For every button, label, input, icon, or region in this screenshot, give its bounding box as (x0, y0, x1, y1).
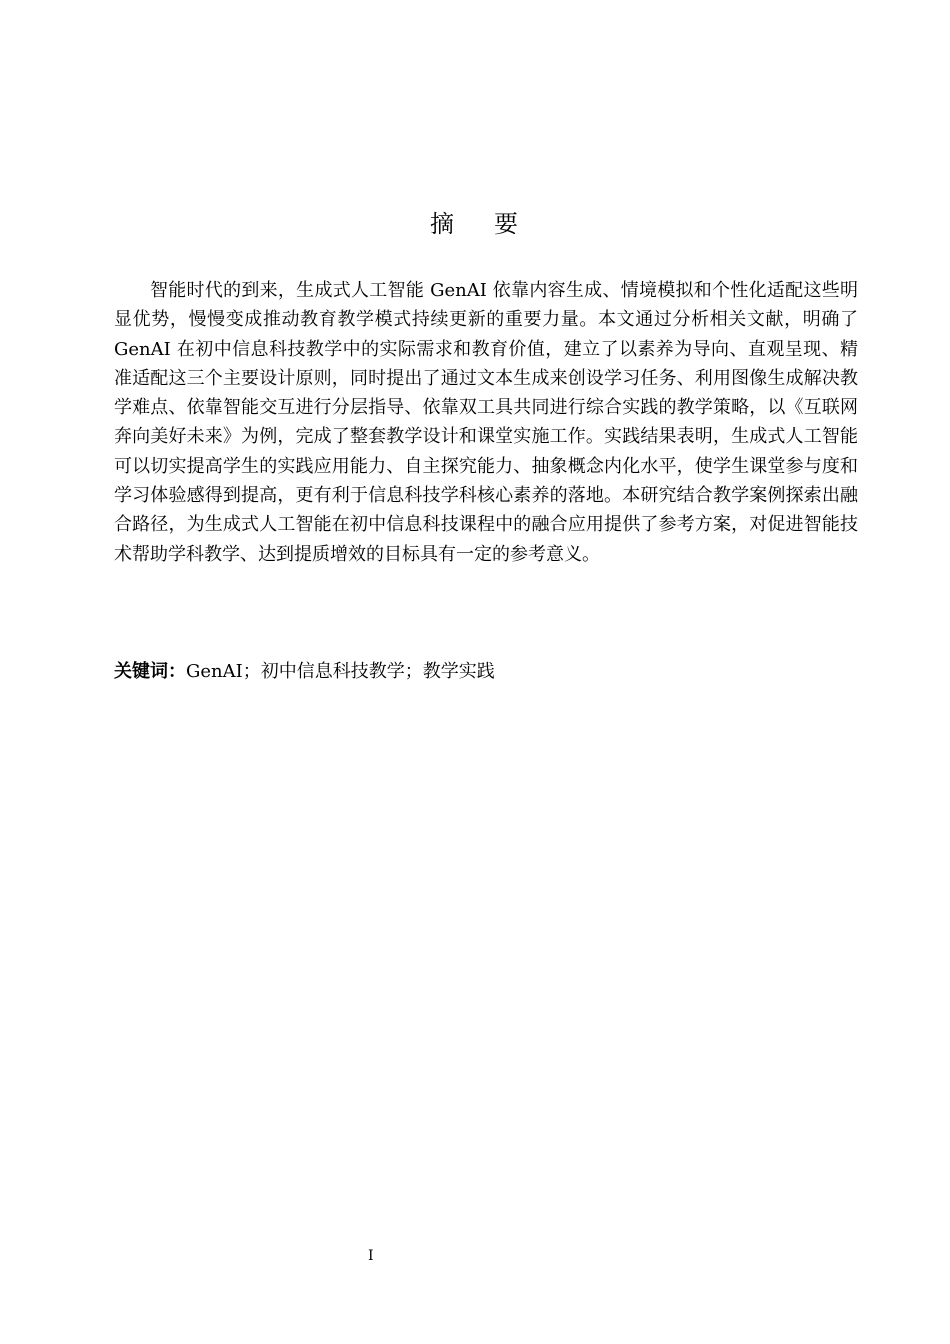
keywords-value: GenAI；初中信息科技教学；教学实践 (186, 661, 495, 682)
keywords-label: 关键词： (114, 661, 186, 682)
keywords-line (114, 660, 858, 684)
abstract-title (0, 208, 950, 240)
abstract-body: 智能时代的到来，生成式人工智能 GenAI 依靠内容生成、情境模拟和个性化适配这些明显优势，慢慢变成推动教育教学模式持续更新的重要力量。本文通过分析相关文献，明确了 GenAI 在初中信息科技教学中的实际需求和教育价值，建立了以素养为导向、直观呈现、精准适配这三个主要设计原则，同时提出了通过文本生成来创设学习任务、利用图像生成解决教学难点、依靠智能交互进行分层指导、依靠双工具共同进行综合实践的教学策略，以《互联网奔向美好未来》为例，完成了整套教学设计和课堂实施工作。实践结果表明，生成式人工智能可以切实提高学生的实践应用能力、自主探究能力、抽象概念内化水平，使学生课堂参与度和学习体验感得到提高，更有利于信息科技学科核心素养的落地。本研究结合教学案例探索出融合路径，为生成式人工智能在初中信息科技课程中的融合应用提供了参考方案，对促进智能技术帮助学科教学、达到提质增效的目标具有一定的参考意义。 (114, 280, 858, 565)
abstract-title-char-1: 摘 (430, 210, 456, 238)
page-number: I (368, 1248, 374, 1264)
abstract-title-char-2: 要 (494, 210, 520, 238)
